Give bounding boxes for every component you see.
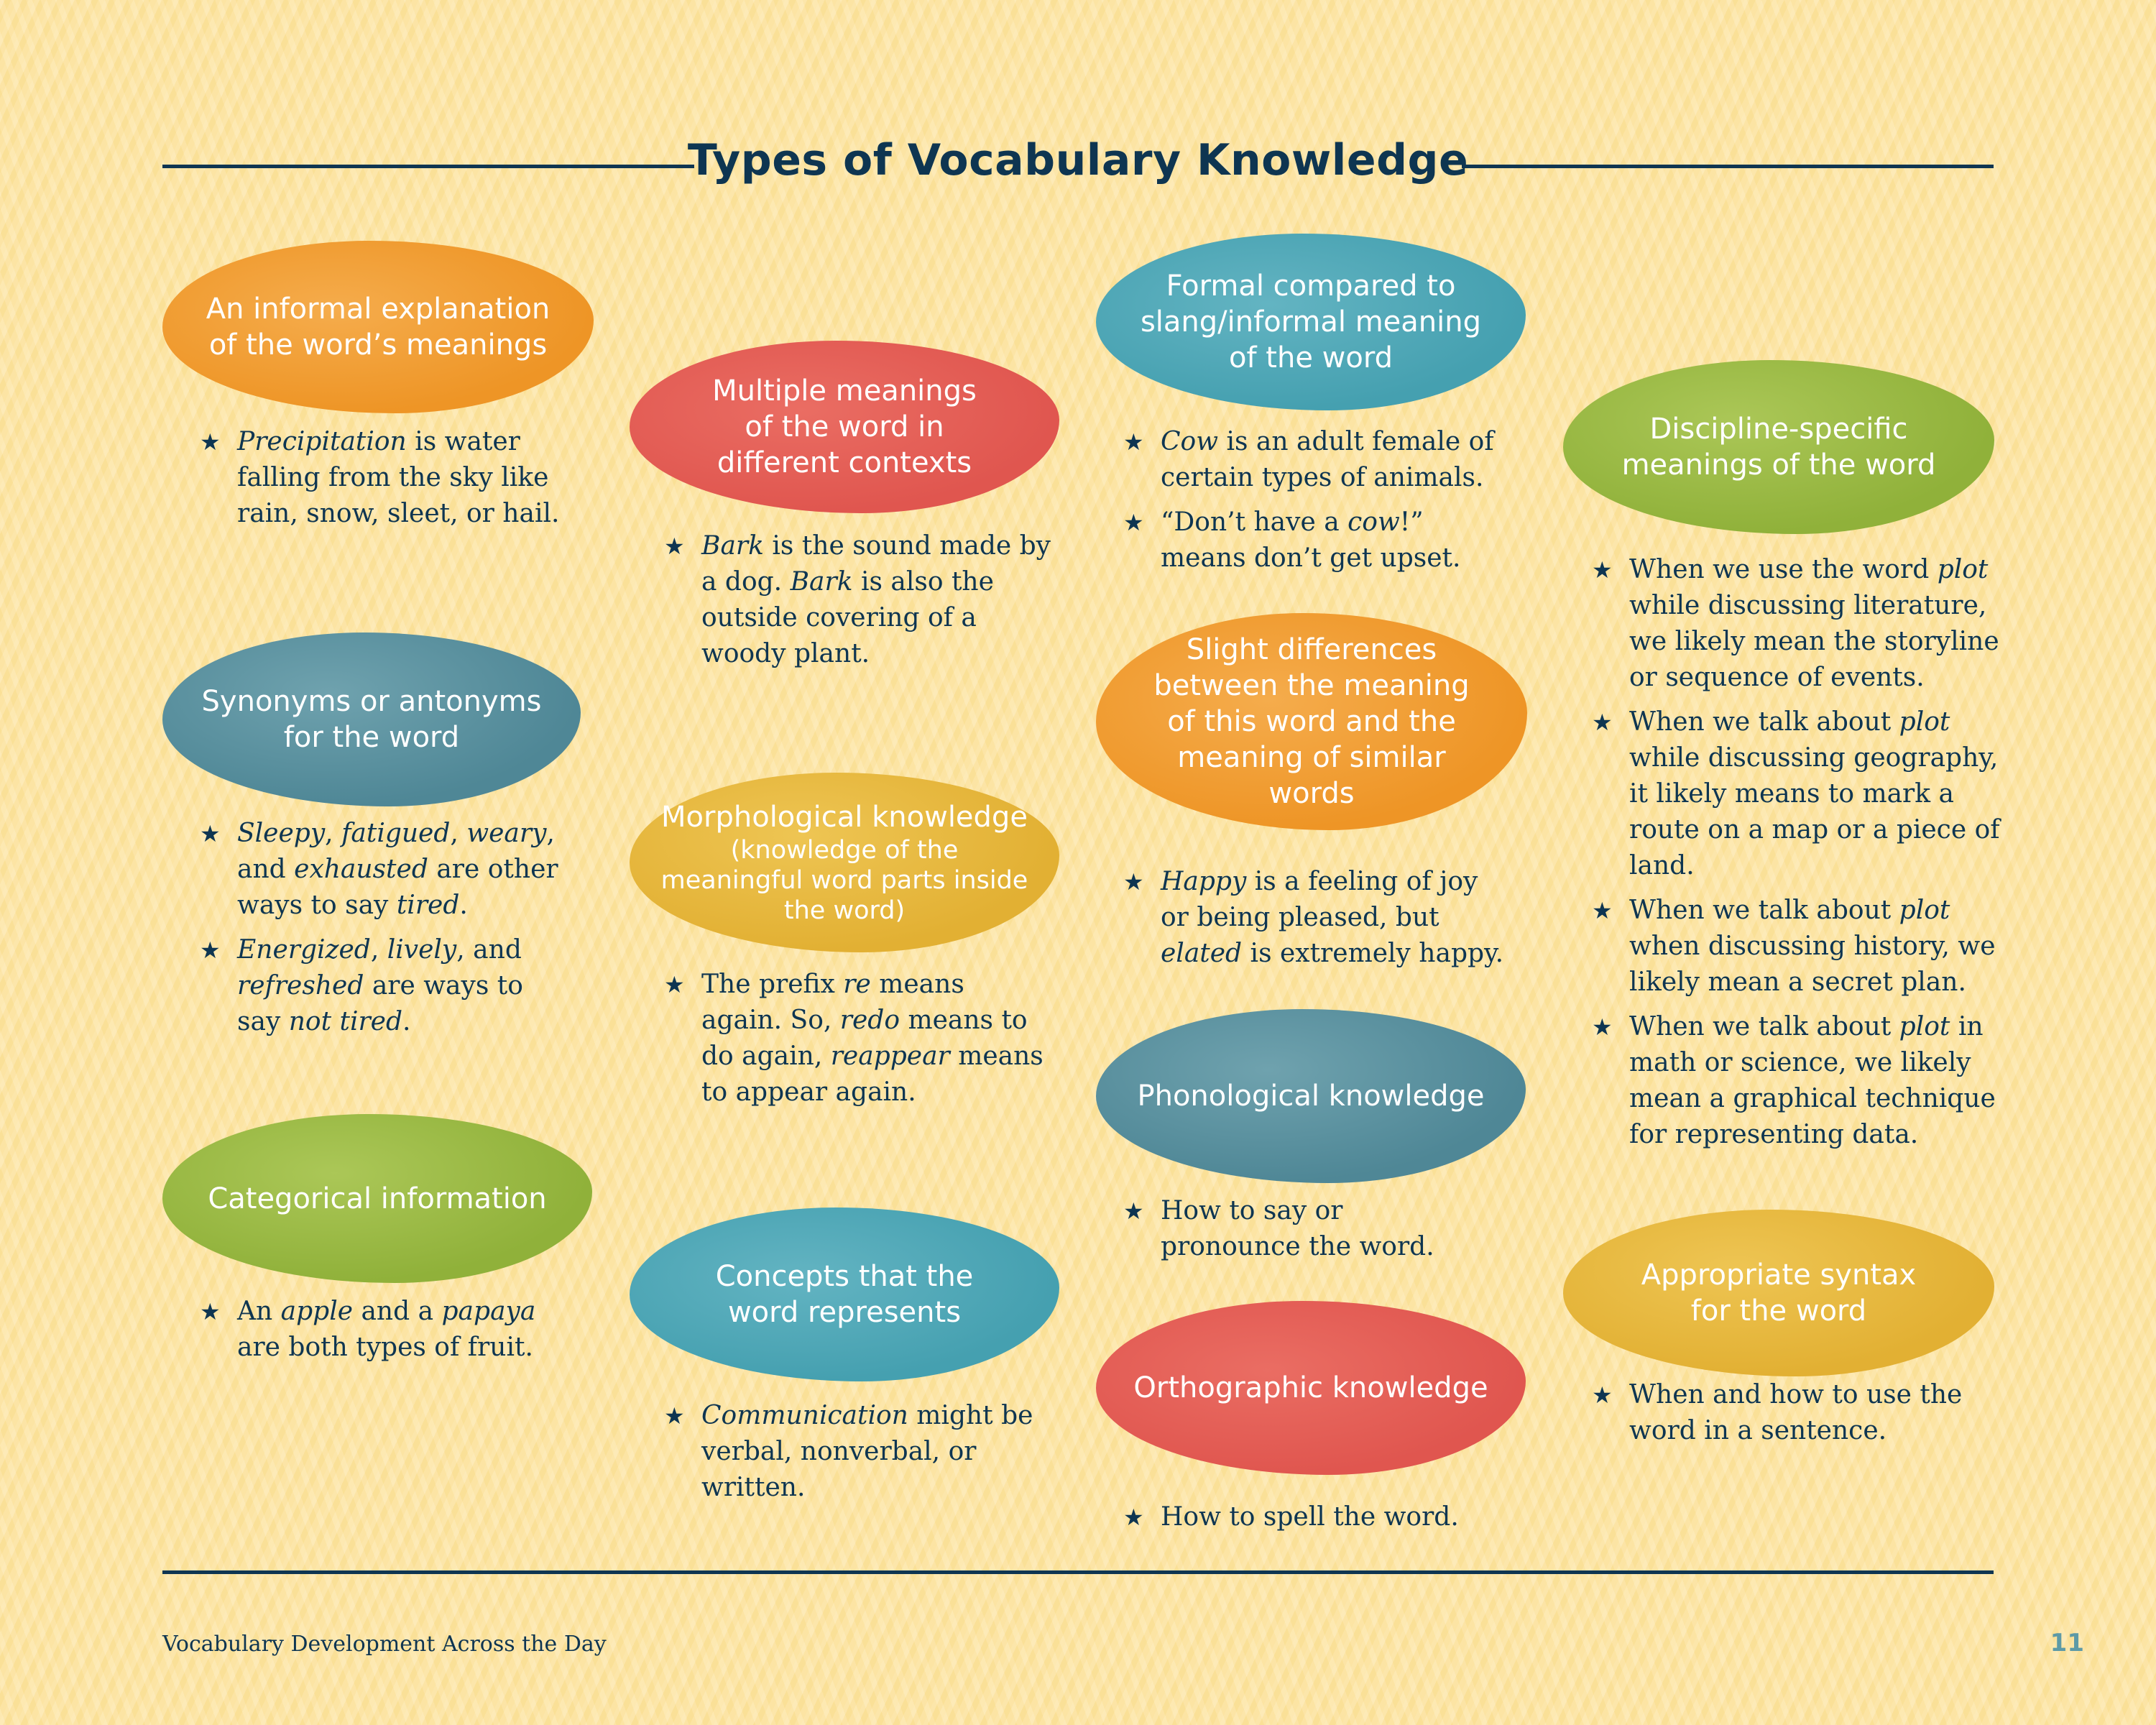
card-multiple-meanings: [630, 341, 1059, 513]
bullet-item: [200, 1294, 573, 1366]
card-title: Multiple meanings of the word in different contexts: [712, 374, 977, 479]
card-informal-explanation: [162, 241, 594, 413]
star-icon: ★: [1123, 1504, 1144, 1531]
star-icon: ★: [1123, 1197, 1144, 1225]
star-icon: ★: [1123, 428, 1144, 456]
bullets-informal: [200, 424, 588, 540]
star-icon: ★: [200, 820, 221, 847]
bullet-item: [1592, 1377, 1994, 1449]
star-icon: ★: [200, 937, 221, 964]
bullet-text: Cow is an adult female of certain types of animals.: [1161, 427, 1494, 492]
card-title: Categorical information: [208, 1182, 547, 1215]
bullet-item: [664, 528, 1052, 672]
bullets-discipline: [1592, 552, 2001, 1162]
card-title: Slight differences between the meaning of this word and the meaning of similar words: [1153, 633, 1470, 810]
star-icon: ★: [1123, 868, 1144, 896]
bullet-text: How to say or pronounce the word.: [1161, 1196, 1434, 1261]
card-title: Synonyms or antonyms for the word: [201, 685, 542, 754]
bullet-text: When and how to use the word in a sentence.: [1629, 1380, 1963, 1445]
bullet-item: [1592, 704, 2001, 884]
bullet-item: [1123, 424, 1511, 496]
bullets-phonological: [1123, 1193, 1483, 1274]
bullets-orthographic: [1123, 1499, 1511, 1544]
bullets-categorical: [200, 1294, 573, 1374]
bullets-concepts: [664, 1398, 1052, 1514]
bullet-item: [1123, 1193, 1483, 1265]
card-title: An informal explanation of the word’s meanings: [206, 293, 550, 362]
card-slight-differences: [1096, 613, 1527, 830]
card-phonological-knowledge: [1096, 1009, 1526, 1183]
bullet-text: Sleepy, fatigued, weary, and exhausted are other ways to say tired.: [237, 819, 558, 920]
bullet-text: “Don’t have a cow!” means don’t get upset.: [1161, 507, 1461, 573]
star-icon: ★: [1592, 709, 1613, 736]
bullets-formal: [1123, 424, 1511, 585]
card-formal-vs-slang: [1096, 234, 1526, 410]
bullet-text: When we use the word plot while discussing literature, we likely mean the storyline or sequence of events.: [1629, 555, 1999, 692]
bullet-item: [1592, 552, 2001, 696]
bullet-item: [1123, 505, 1511, 576]
book-title: Vocabulary Development Across the Day: [162, 1632, 607, 1657]
bullets-synonyms: [200, 816, 573, 1049]
star-icon: ★: [200, 1298, 221, 1325]
bullets-multiple: [664, 528, 1052, 681]
bullet-text: How to spell the word.: [1161, 1502, 1459, 1532]
star-icon: ★: [1123, 509, 1144, 536]
bullet-text: Precipitation is water falling from the sky like rain, snow, sleet, or hail.: [237, 427, 560, 528]
star-icon: ★: [1592, 556, 1613, 584]
bullets-syntax: [1592, 1377, 1994, 1458]
bullet-text: The prefix re means again. So, redo means to do again, reappear means to appear again.: [701, 970, 1044, 1107]
bullet-text: When we talk about plot in math or science, we likely mean a graphical technique for representing data.: [1629, 1012, 1996, 1149]
bullet-text: Bark is the sound made by a dog. Bark is also the outside covering of a woody plant.: [701, 531, 1051, 668]
star-icon: ★: [1592, 1013, 1613, 1041]
bullet-item: [200, 816, 573, 924]
card-appropriate-syntax: [1563, 1210, 1994, 1376]
star-icon: ★: [1592, 1381, 1613, 1409]
bullet-item: [664, 967, 1052, 1110]
bullet-text: Happy is a feeling of joy or being pleased, but elated is extremely happy.: [1161, 867, 1504, 968]
card-discipline-specific: [1563, 360, 1994, 534]
star-icon: ★: [1592, 897, 1613, 924]
card-orthographic-knowledge: [1096, 1301, 1526, 1475]
bullet-item: [200, 424, 588, 532]
footer-rule: [162, 1570, 1994, 1574]
card-title: Orthographic knowledge: [1133, 1371, 1488, 1404]
card-title: Concepts that the word represents: [715, 1260, 974, 1329]
bullet-text: When we talk about plot when discussing history, we likely mean a secret plan.: [1629, 896, 1996, 997]
bullet-text: When we talk about plot while discussing geography, it likely means to mark a route on a map or a piece of land.: [1629, 707, 2000, 880]
bullet-text: Energized, lively, and refreshed are ways to say not tired.: [237, 935, 523, 1036]
star-icon: ★: [664, 971, 685, 998]
card-title: Appropriate syntax for the word: [1641, 1259, 1917, 1328]
bullet-item: [1592, 1009, 2001, 1153]
page-title: Types of Vocabulary Knowledge: [687, 135, 1469, 185]
card-title: Phonological knowledge: [1137, 1080, 1485, 1113]
page-number: 11: [2050, 1629, 2084, 1657]
bullet-text: Communication might be verbal, nonverbal, or written.: [701, 1401, 1033, 1502]
card-title: Morphological knowledge (knowledge of the meaningful word parts inside the word): [660, 801, 1028, 925]
card-synonyms-antonyms: [162, 632, 581, 806]
bullet-item: [1123, 864, 1511, 972]
bullet-item: [1123, 1499, 1511, 1535]
star-icon: ★: [200, 428, 221, 456]
bullet-text: An apple and a papaya are both types of fruit.: [237, 1297, 536, 1362]
bullet-item: [1592, 893, 2001, 1000]
star-icon: ★: [664, 1402, 685, 1430]
card-title: Discipline-specific meanings of the word: [1621, 413, 1936, 482]
bullet-item: [664, 1398, 1052, 1506]
card-morphological-knowledge: [630, 773, 1059, 952]
card-concepts: [630, 1208, 1059, 1381]
star-icon: ★: [664, 533, 685, 560]
card-categorical-information: [162, 1114, 592, 1283]
bullet-item: [200, 932, 573, 1040]
bullets-morphological: [664, 967, 1052, 1119]
card-title: Formal compared to slang/informal meaning of the word: [1140, 270, 1482, 374]
bullets-slight: [1123, 864, 1511, 980]
